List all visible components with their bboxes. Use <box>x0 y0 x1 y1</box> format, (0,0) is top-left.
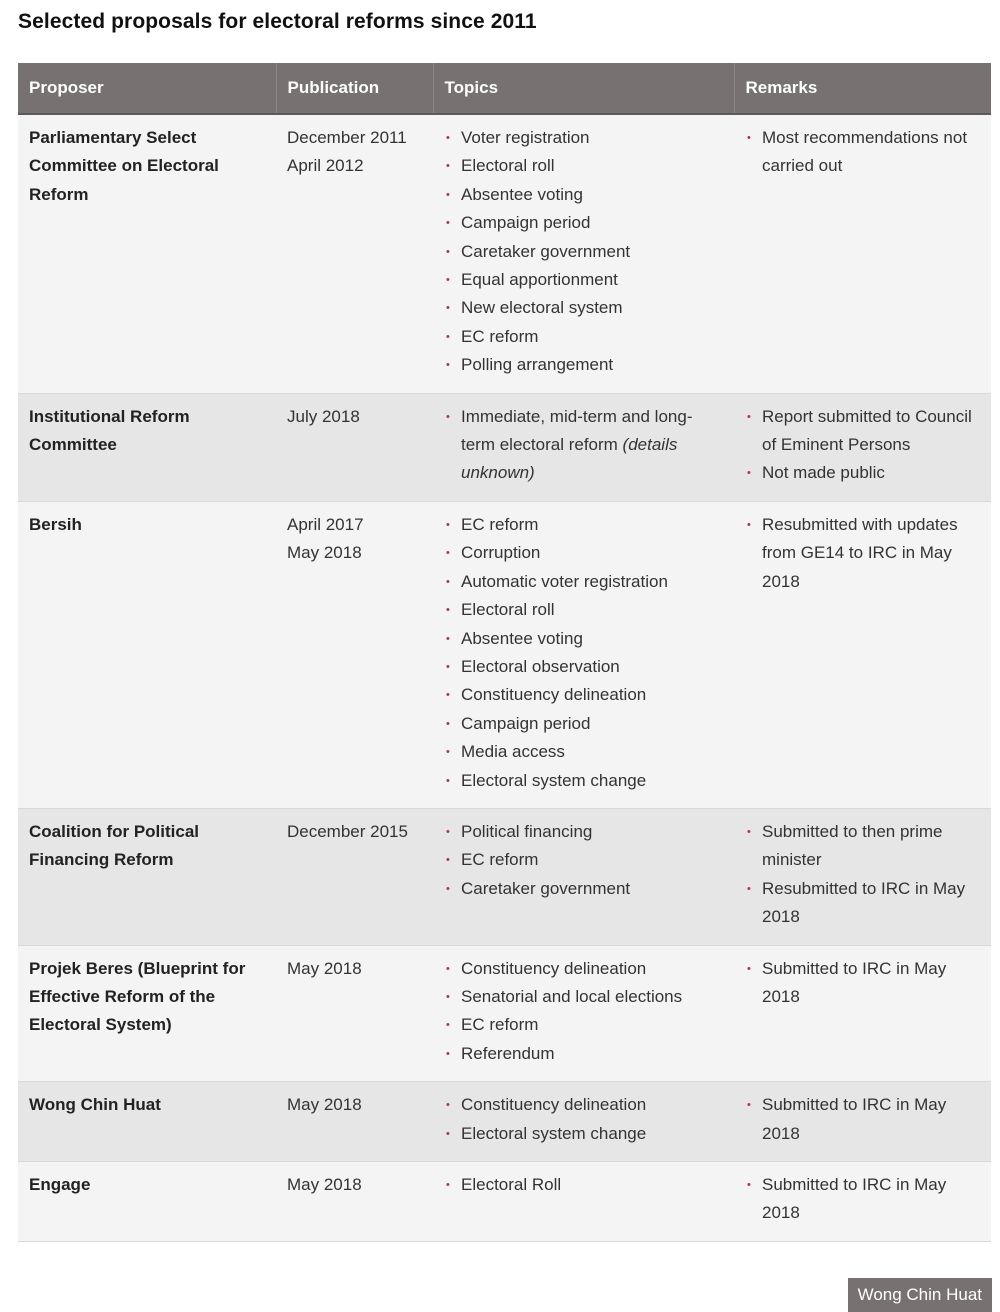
topic-item: • New electoral system <box>444 294 723 322</box>
remarks-list <box>745 818 980 932</box>
topic-item: • Electoral observation <box>444 653 723 681</box>
table-body <box>18 114 991 1241</box>
remarks-list <box>745 1091 980 1148</box>
table-row <box>18 501 991 808</box>
publication-cell <box>276 808 433 945</box>
publication-date: April 2012 <box>287 156 364 176</box>
publication-date: May 2018 <box>287 543 362 563</box>
remark-item: • Submitted to IRC in May 2018 <box>745 1171 980 1228</box>
topic-item: • EC reform <box>444 511 723 539</box>
table-row <box>18 1162 991 1242</box>
topic-item: • Senatorial and local elections <box>444 983 723 1011</box>
remark-item: • Most recommendations not carried out <box>745 124 980 181</box>
topic-item: • EC reform <box>444 846 723 874</box>
publication-cell <box>276 393 433 501</box>
table-header <box>18 63 991 114</box>
table-row <box>18 808 991 945</box>
topic-item: • Media access <box>444 738 723 766</box>
remarks-list <box>745 955 980 1012</box>
remark-item: • Report submitted to Council of Eminent Persons <box>745 403 980 460</box>
topics-cell <box>433 114 734 393</box>
publication-date: May 2018 <box>287 1095 362 1115</box>
topic-item: • EC reform <box>444 323 723 351</box>
topics-cell <box>433 1162 734 1242</box>
topics-list <box>444 1091 723 1148</box>
proposals-table <box>18 63 991 1242</box>
topic-item: • EC reform <box>444 1011 723 1039</box>
publication-cell <box>276 1082 433 1162</box>
topic-item: • Campaign period <box>444 710 723 738</box>
remarks-cell <box>734 393 991 501</box>
remarks-cell <box>734 114 991 393</box>
topic-item: • Immediate, mid-term and long-term electoral reform (details unknown) <box>444 403 723 488</box>
topics-cell <box>433 501 734 808</box>
publication-date: April 2017 <box>287 514 364 534</box>
topic-item: • Electoral roll <box>444 152 723 180</box>
topics-list <box>444 818 723 903</box>
remarks-cell <box>734 808 991 945</box>
remark-item: • Resubmitted to IRC in May 2018 <box>745 875 980 932</box>
topic-item: • Polling arrangement <box>444 351 723 379</box>
table-row <box>18 1082 991 1162</box>
column-header-publication: Publication <box>276 63 433 114</box>
topic-item: • Constituency delineation <box>444 1091 723 1119</box>
header-row <box>18 63 991 114</box>
publication-cell <box>276 945 433 1082</box>
remarks-cell <box>734 1082 991 1162</box>
remarks-list <box>745 403 980 488</box>
topics-cell <box>433 808 734 945</box>
topic-item: • Electoral system change <box>444 767 723 795</box>
remarks-list <box>745 1171 980 1228</box>
publication-cell <box>276 114 433 393</box>
topic-item: • Voter registration <box>444 124 723 152</box>
topic-item: • Referendum <box>444 1040 723 1068</box>
proposer-cell: Institutional Reform Committee <box>18 393 276 501</box>
remark-item: • Resubmitted with updates from GE14 to IRC in May 2018 <box>745 511 980 596</box>
topic-item: • Automatic voter registration <box>444 568 723 596</box>
topics-list <box>444 124 723 380</box>
topics-list <box>444 403 723 488</box>
publication-date: December 2011 <box>287 128 407 147</box>
topic-item: • Absentee voting <box>444 181 723 209</box>
topics-list <box>444 511 723 795</box>
table-row <box>18 114 991 393</box>
column-header-topics: Topics <box>433 63 734 114</box>
proposer-cell: Parliamentary Select Committee on Electoral Reform <box>18 114 276 393</box>
topic-item: • Constituency delineation <box>444 681 723 709</box>
topic-item: • Campaign period <box>444 209 723 237</box>
publication-date: May 2018 <box>287 1175 362 1194</box>
remarks-list <box>745 511 980 596</box>
page-title: Selected proposals for electoral reforms since 2011 <box>18 10 537 33</box>
topics-list <box>444 1171 723 1199</box>
proposer-cell: Coalition for Political Financing Reform <box>18 808 276 945</box>
topic-item: • Political financing <box>444 818 723 846</box>
topic-item: • Absentee voting <box>444 625 723 653</box>
remarks-cell <box>734 945 991 1082</box>
remark-item: • Submitted to IRC in May 2018 <box>745 1091 980 1148</box>
remarks-cell <box>734 501 991 808</box>
topic-item: • Electoral system change <box>444 1120 723 1148</box>
proposer-cell: Engage <box>18 1162 276 1242</box>
topics-cell <box>433 945 734 1082</box>
remark-item: • Submitted to then prime minister <box>745 818 980 875</box>
publication-cell <box>276 501 433 808</box>
remarks-list <box>745 124 980 181</box>
topic-item: • Electoral Roll <box>444 1171 723 1199</box>
proposer-cell: Bersih <box>18 501 276 808</box>
publication-date: May 2018 <box>287 958 362 978</box>
proposer-cell: Projek Beres (Blueprint for Effective Reform of the Electoral System) <box>18 945 276 1082</box>
publication-cell <box>276 1162 433 1242</box>
topics-list <box>444 955 723 1069</box>
topic-item: • Equal apportionment <box>444 266 723 294</box>
credit-badge: Wong Chin Huat <box>848 1278 992 1312</box>
topic-item: • Caretaker government <box>444 238 723 266</box>
topic-item: • Electoral roll <box>444 596 723 624</box>
remarks-cell <box>734 1162 991 1242</box>
publication-date: July 2018 <box>287 406 360 426</box>
publication-date: December 2015 <box>287 821 408 841</box>
topics-cell <box>433 393 734 501</box>
column-header-proposer: Proposer <box>18 63 276 114</box>
topics-cell <box>433 1082 734 1162</box>
proposer-cell: Wong Chin Huat <box>18 1082 276 1162</box>
remark-item: • Not made public <box>745 459 980 487</box>
remark-item: • Submitted to IRC in May 2018 <box>745 955 980 1012</box>
topic-item: • Corruption <box>444 539 723 567</box>
column-header-remarks: Remarks <box>734 63 991 114</box>
topic-item: • Caretaker government <box>444 875 723 903</box>
topic-item: • Constituency delineation <box>444 955 723 983</box>
table-row <box>18 393 991 501</box>
table-row <box>18 945 991 1082</box>
